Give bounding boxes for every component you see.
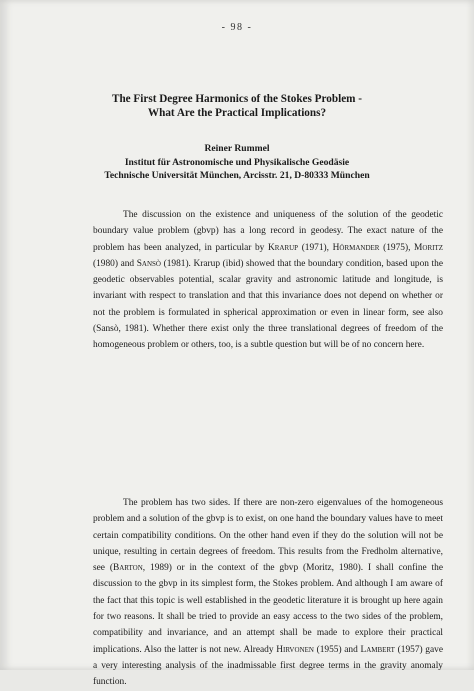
paper-title-line-1: The First Degree Harmonics of the Stokes Problem - bbox=[111, 93, 362, 105]
paragraph-text: The discussion on the existence and uniqueness of the solution of the geodetic boundary value problem (gbvp) has a long record in geodesy. The exact nature of the problem has been analyzed, in particular by bbox=[93, 210, 443, 253]
citation-author: Barton bbox=[112, 563, 143, 574]
paragraph-text: (1955) and bbox=[313, 644, 361, 655]
affiliation-line-2: Technische Universität München, Arcisstr. 21, D-80333 München bbox=[104, 170, 370, 181]
citation-author: Hirvonen bbox=[276, 644, 314, 655]
citation-author: Lambert bbox=[360, 644, 395, 655]
citation-author: Moritz bbox=[414, 242, 443, 253]
affiliation-line-1: Institut für Astronomische und Physikalische Geodäsie bbox=[124, 157, 350, 168]
paragraph-text: (1980) and bbox=[93, 258, 137, 269]
author-name: Reiner Rummel bbox=[204, 143, 270, 154]
citation-author: Hörmander bbox=[332, 242, 380, 253]
author-affiliation bbox=[60, 156, 414, 182]
body-paragraph-1 bbox=[93, 207, 443, 354]
paragraph-text: (1975), bbox=[379, 242, 415, 253]
paragraph-text: The problem has two sides. If there are non-zero eigenvalues of the homogeneous problem and a solution of the gbvp is to exist, on one hand the boundary values have to meet certain compatibility conditions. On the other hand even if they do the solution will not be unique, resulting in certain degrees of freedom. This results from the Fredholm alternative, see ( bbox=[93, 498, 443, 574]
paper-title bbox=[60, 92, 414, 120]
paper-title-line-2: What Are the Practical Implications? bbox=[147, 107, 327, 119]
citation-author: Krarup bbox=[267, 242, 299, 253]
paragraph-text: (1971), bbox=[298, 242, 333, 253]
page-number: - 98 - bbox=[221, 22, 253, 33]
paragraph-text: (1957) gave a very interesting analysis of the inadmissable first degree terms in the gravity anomaly function. bbox=[93, 644, 443, 688]
paragraph-text: , 1989) or in the context of the gbvp (Moritz, 1980). I shall confine the discussion to the gbvp in its simplest form, the Stokes problem. And although I am aware of the fact that this topic is well established in the geodetic literature it is brought up here again for two reasons. It shall be tried to provide an easy access to the two sides of the problem, compatibility and invariance, and an attempt shall be made to explore their practical implications. Also the latter is not new. Already bbox=[93, 563, 443, 655]
paragraph-text: (1981). Krarup (ibid) showed that the boundary condition, based upon the geodetic observables potential, scalar gravity and astronomic latitude and longitude, is invariant with respect to translation and that this invariance does not depend on whether or not the problem is formulated in spherical approximation or even in linear form, see also (Sansò, 1981). Whether there exist only the three translational degrees of freedom of the homogeneous problem or others, too, is a subtle question but will be of no concern here. bbox=[93, 258, 443, 351]
body-paragraph-2 bbox=[93, 495, 443, 691]
citation-author: Sansò bbox=[136, 258, 161, 269]
